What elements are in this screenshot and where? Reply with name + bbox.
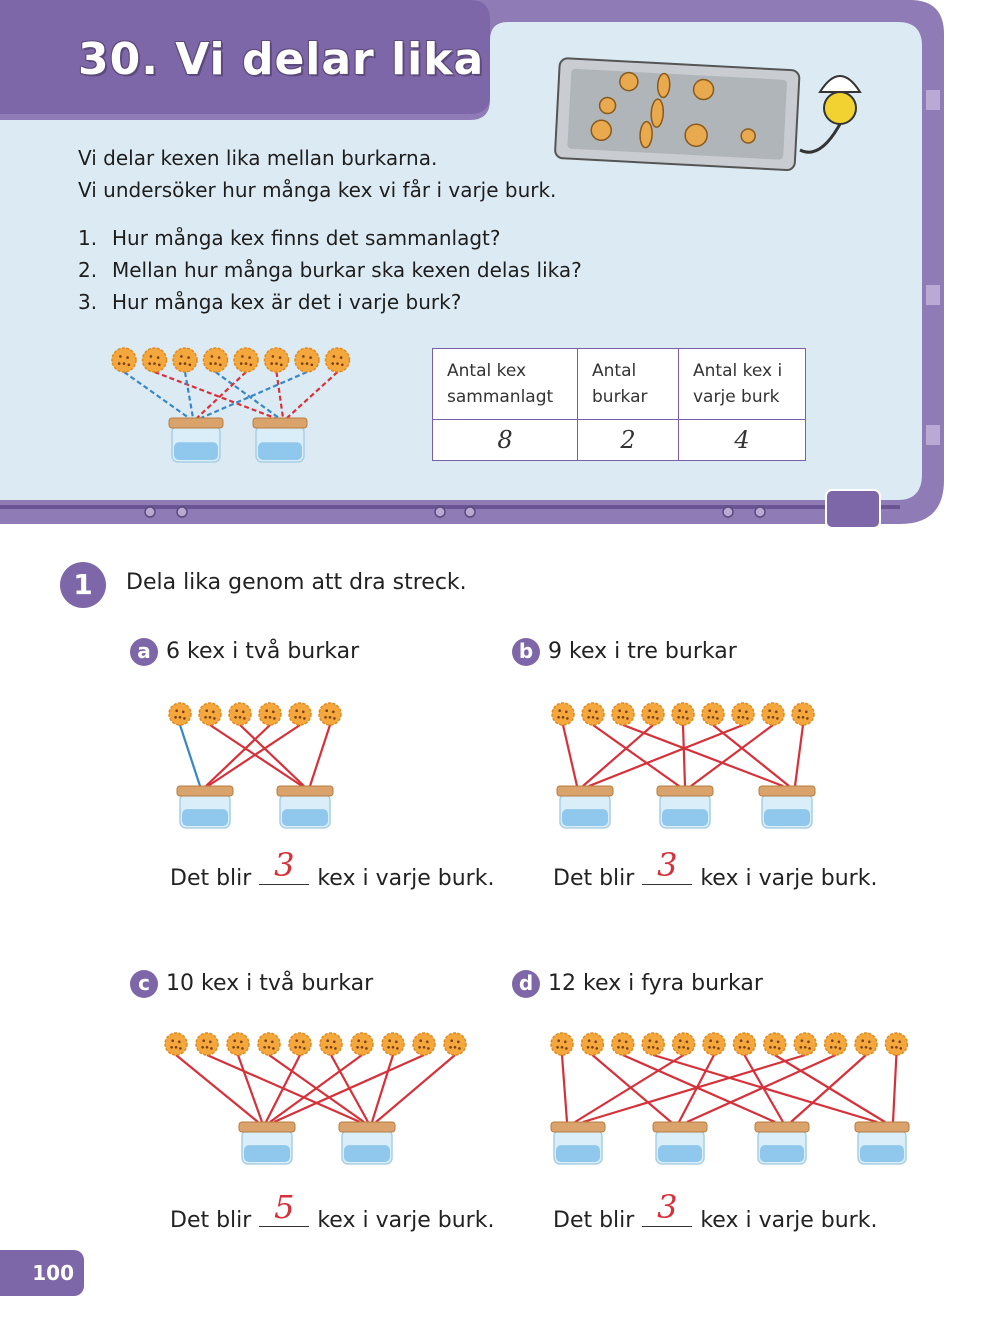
task-c-label: c 10 kex i två burkar xyxy=(130,970,373,998)
link-line xyxy=(180,725,200,786)
task-b-answer-blank[interactable]: 3 xyxy=(642,858,692,885)
cookie-icon xyxy=(733,1033,755,1055)
link-line xyxy=(893,1055,896,1122)
jar-icon xyxy=(855,1122,909,1164)
link-line xyxy=(713,725,789,786)
cookie-icon xyxy=(169,703,191,725)
link-line xyxy=(583,725,653,786)
cookie-icon xyxy=(612,1033,634,1055)
jar-icon xyxy=(557,786,613,828)
link-line xyxy=(238,1055,262,1122)
cookie-icon xyxy=(702,703,724,725)
link-line xyxy=(791,1055,866,1122)
task-d-label: d 12 kex i fyra burkar xyxy=(512,970,763,998)
jar-icon xyxy=(657,786,713,828)
link-line xyxy=(185,372,193,418)
cookie-icon xyxy=(413,1033,435,1055)
link-line xyxy=(583,1055,805,1122)
cookie-icon xyxy=(581,1033,603,1055)
cookie-icon xyxy=(319,703,341,725)
cookie-icon xyxy=(703,1033,725,1055)
link-line xyxy=(372,1055,393,1122)
link-line xyxy=(795,725,803,786)
task-d-answer-blank[interactable]: 3 xyxy=(642,1200,692,1227)
cookie-icon xyxy=(165,1033,187,1055)
link-line xyxy=(206,725,270,786)
cookie-icon xyxy=(855,1033,877,1055)
link-line xyxy=(176,1055,258,1122)
table-header: Antal burkar xyxy=(578,349,679,420)
cookie-icon xyxy=(289,1033,311,1055)
link-line xyxy=(310,725,330,786)
cookie-icon xyxy=(351,1033,373,1055)
task-a-answer-blank[interactable]: 3 xyxy=(259,858,309,885)
cookie-icon xyxy=(320,1033,342,1055)
cookie-icon xyxy=(199,703,221,725)
cookie-icon xyxy=(196,1033,218,1055)
jar-icon xyxy=(551,1122,605,1164)
cookie-icon xyxy=(173,348,197,372)
link-line xyxy=(563,725,577,786)
task-b-answer-sentence: Det blir 3 kex i varje burk. xyxy=(553,846,878,891)
jar-icon xyxy=(239,1122,295,1164)
table-header: Antal kex i varje burk xyxy=(679,349,806,420)
link-line xyxy=(683,725,685,786)
cookie-icon xyxy=(552,703,574,725)
cookie-icon xyxy=(762,703,784,725)
cookie-icon xyxy=(227,1033,249,1055)
cookie-icon xyxy=(326,348,350,372)
page-number: 100 xyxy=(0,1250,84,1296)
cookie-icon xyxy=(764,1033,786,1055)
table-cell: 4 xyxy=(679,420,806,461)
link-line xyxy=(376,1055,455,1122)
cookie-icon xyxy=(642,1033,664,1055)
jar-icon xyxy=(169,418,223,462)
task-d-answer-sentence: Det blir 3 kex i varje burk. xyxy=(553,1188,878,1233)
cookie-icon xyxy=(673,1033,695,1055)
cookie-icon xyxy=(229,703,251,725)
cookie-icon xyxy=(112,348,136,372)
jar-icon xyxy=(339,1122,395,1164)
link-line xyxy=(124,372,189,418)
jar-icon xyxy=(277,786,333,828)
exercise-instruction: Dela lika genom att dra streck. xyxy=(126,570,467,595)
question-2: 2. Mellan hur många burkar ska kexen delas lika? xyxy=(78,258,582,282)
cookie-icon xyxy=(885,1033,907,1055)
task-c-answer-sentence: Det blir 5 kex i varje burk. xyxy=(170,1188,495,1233)
cookie-icon xyxy=(382,1033,404,1055)
cookie-icon xyxy=(551,1033,573,1055)
cookie-icon xyxy=(295,348,319,372)
question-1: 1. Hur många kex finns det sammanlagt? xyxy=(78,226,501,250)
jar-icon xyxy=(755,1122,809,1164)
task-a-answer-sentence: Det blir 3 kex i varje burk. xyxy=(170,846,495,891)
exercise-number: 1 xyxy=(60,562,106,608)
link-line xyxy=(197,372,246,418)
jar-icon xyxy=(759,786,815,828)
task-b-label: b 9 kex i tre burkar xyxy=(512,638,737,666)
link-line xyxy=(208,725,300,786)
jar-icon xyxy=(253,418,307,462)
cookie-icon xyxy=(732,703,754,725)
link-line xyxy=(653,1055,877,1122)
cookie-icon xyxy=(642,703,664,725)
cookie-icon xyxy=(259,703,281,725)
jar-icon xyxy=(653,1122,707,1164)
task-a-label: a 6 kex i två burkar xyxy=(130,638,359,666)
table-header: Antal kex sammanlagt xyxy=(433,349,578,420)
link-line xyxy=(592,1055,671,1122)
jar-icon xyxy=(177,786,233,828)
cookie-icon xyxy=(143,348,167,372)
link-line xyxy=(216,372,280,418)
link-line xyxy=(623,1055,775,1122)
link-line xyxy=(287,372,338,418)
link-line xyxy=(277,372,284,418)
intro-line-2: Vi undersöker hur många kex vi får i varje burk. xyxy=(78,178,557,202)
link-line xyxy=(240,725,304,786)
question-3: 3. Hur många kex är det i varje burk? xyxy=(78,290,462,314)
cookie-icon xyxy=(204,348,228,372)
cookie-icon xyxy=(444,1033,466,1055)
cookie-icon xyxy=(825,1033,847,1055)
cookie-icon xyxy=(794,1033,816,1055)
link-line xyxy=(575,1055,684,1122)
page-title: 30. Vi delar lika xyxy=(78,34,485,85)
table-cell: 8 xyxy=(433,420,578,461)
cookie-icon xyxy=(792,703,814,725)
link-line xyxy=(210,725,302,786)
cookie-icon xyxy=(612,703,634,725)
cookie-icon xyxy=(289,703,311,725)
task-c-answer-blank[interactable]: 5 xyxy=(259,1200,309,1227)
table-cell: 2 xyxy=(578,420,679,461)
cookie-icon xyxy=(265,348,289,372)
cookie-icon xyxy=(582,703,604,725)
cookie-icon xyxy=(258,1033,280,1055)
cookie-icon xyxy=(234,348,258,372)
intro-line-1: Vi delar kexen lika mellan burkarna. xyxy=(78,146,438,170)
cookie-icon xyxy=(672,703,694,725)
link-line xyxy=(562,1055,567,1122)
